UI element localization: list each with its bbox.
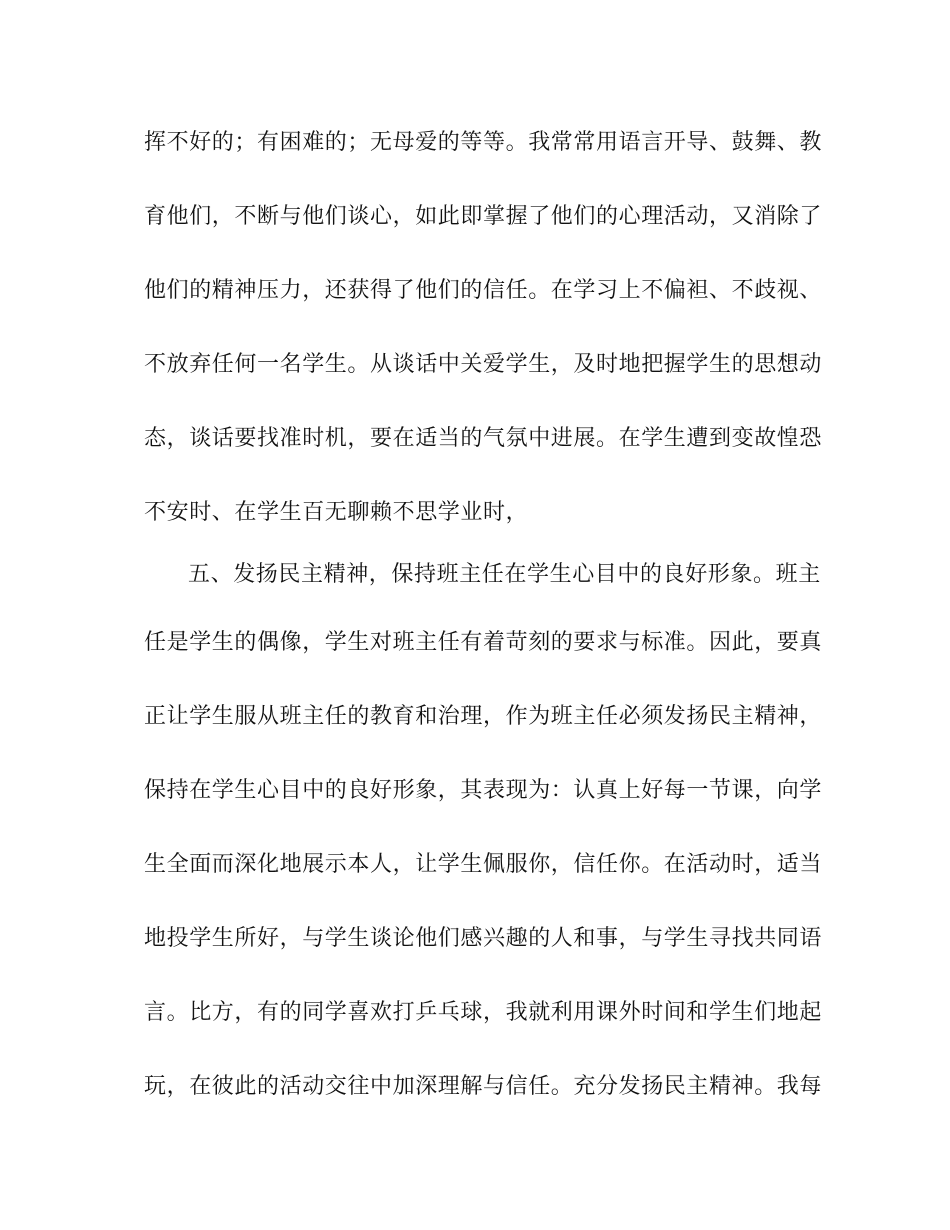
text-line: 不放弃任何一名学生。从谈话中关爱学生，及时地把握学生的思想动 [144,352,823,377]
text-line: 地投学生所好，与学生谈论他们感兴趣的人和事，与学生寻找共同语 [144,926,823,951]
text-line: 态，谈话要找准时机，要在适当的气氛中进展。在学生遭到变故惶恐 [144,426,823,451]
text-line: 生全面而深化地展示本人，让学生佩服你，信任你。在活动时，适当 [144,852,823,877]
text-line: 不安时、在学生百无聊赖不思学业时， [144,500,529,525]
text-line: 正让学生服从班主任的教育和治理，作为班主任必须发扬民主精神， [144,704,823,729]
text-line: 保持在学生心目中的良好形象，其表现为：认真上好每一节课，向学 [144,778,823,803]
text-line: 玩，在彼此的活动交往中加深理解与信任。充分发扬民主精神。我每 [144,1074,823,1099]
text-line: 言。比方，有的同学喜欢打乒乓球，我就利用课外时间和学生们地起 [144,1000,823,1025]
text-line: 任是学生的偶像，学生对班主任有着苛刻的要求与标准。因此，要真 [144,630,823,655]
text-line: 育他们，不断与他们谈心，如此即掌握了他们的心理活动，又消除了 [144,204,823,229]
text-line: 挥不好的；有困难的；无母爱的等等。我常常用语言开导、鼓舞、教 [144,130,823,155]
text-line: 他们的精神压力，还获得了他们的信任。在学习上不偏袒、不歧视、 [144,278,823,303]
section-heading-line: 五、发扬民主精神，保持班主任在学生心目中的良好形象。班主 [188,562,821,587]
